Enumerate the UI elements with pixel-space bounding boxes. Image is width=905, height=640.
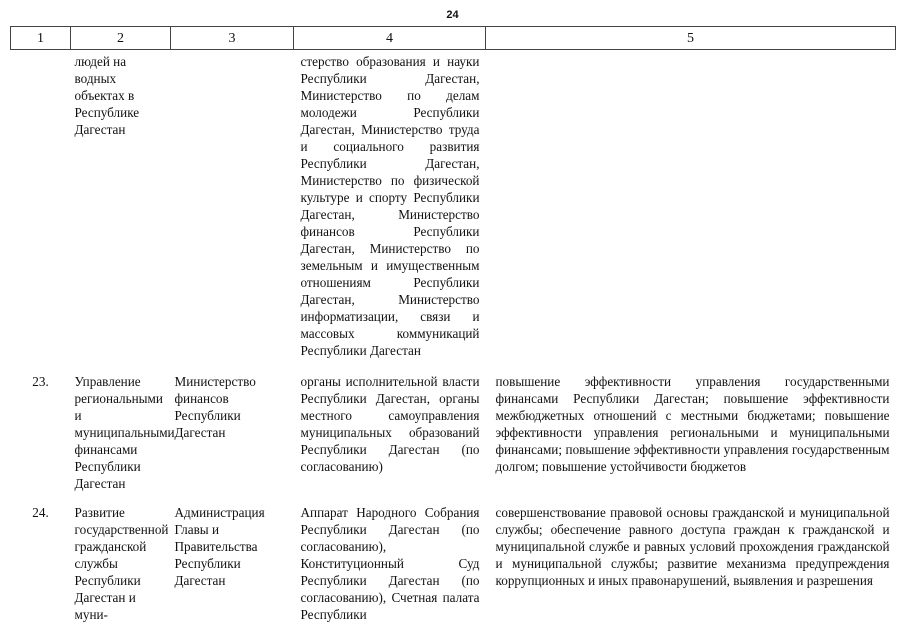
program-name-cell: людей на водных объектах в Республике Дагестан [74, 54, 140, 137]
goals-cell: повышение эффективности управления государственными финансами Республики Дагестан; повышение эффективности межбюджетных отношений с местными бюджетами; повышение эффективности управления региональными и муниципальными финансами; повышение эффективности управления государственным долгом; повышение устойчивости бюджетов [495, 374, 890, 474]
row-number: 23. [32, 374, 49, 389]
table-row [11, 373, 896, 504]
header-col-4: 4 [294, 27, 486, 50]
co-executors-cell: Аппарат Народного Собрания Республики Дагестан (по согласованию), Конституционный Суд Республики Дагестан (по согласованию), Счетная палата Республики [300, 505, 480, 622]
program-name-cell: Управление региональными и муниципальными финансами Республики Дагестан [74, 374, 175, 491]
header-row [11, 27, 896, 50]
co-executors-cell: органы исполнительной власти Республики Дагестан, органы местного самоуправления муниципальных образований Республики Дагестан (по согласованию) [300, 374, 480, 474]
page-number: 24 [446, 9, 459, 21]
program-table [10, 26, 896, 625]
responsible-executor-cell: Министерство финансов Республики Дагестан [174, 374, 256, 440]
header-col-1: 1 [11, 27, 71, 50]
goals-cell: совершенствование правовой основы гражданской и муниципальной службы; обеспечение равного доступа граждан к гражданской и муниципальной службе и равных условий прохождения гражданской и муниципальной службы; развитие механизма предупреждения коррупционных и иных правонарушений, выявления и разрешения [495, 505, 890, 588]
program-name-cell: Развитие государственной гражданской службы Республики Дагестан и муни- [74, 505, 169, 622]
table-row [11, 50, 896, 374]
co-executors-cell: стерство образования и науки Республики Дагестан, Министерство по делам молодежи Республики Дагестан, Министерство труда и социального развития Республики Дагестан, Министерство по физической культуре и спорту Республики Дагестан, Министерство финансов Республики Дагестан, Министерство по земельным и имущественным отношениям Республики Дагестан, Министерство информатизации, связи и массовых коммуникаций Республики Дагестан [300, 54, 480, 358]
row-number: 24. [32, 505, 49, 520]
table-row [11, 504, 896, 625]
row-number [11, 50, 71, 374]
goals-cell [486, 50, 896, 374]
responsible-executor-cell [171, 50, 294, 374]
header-col-3: 3 [171, 27, 294, 50]
responsible-executor-cell: Администрация Главы и Правительства Республики Дагестан [174, 505, 265, 588]
header-col-2: 2 [71, 27, 171, 50]
header-col-5: 5 [486, 27, 896, 50]
